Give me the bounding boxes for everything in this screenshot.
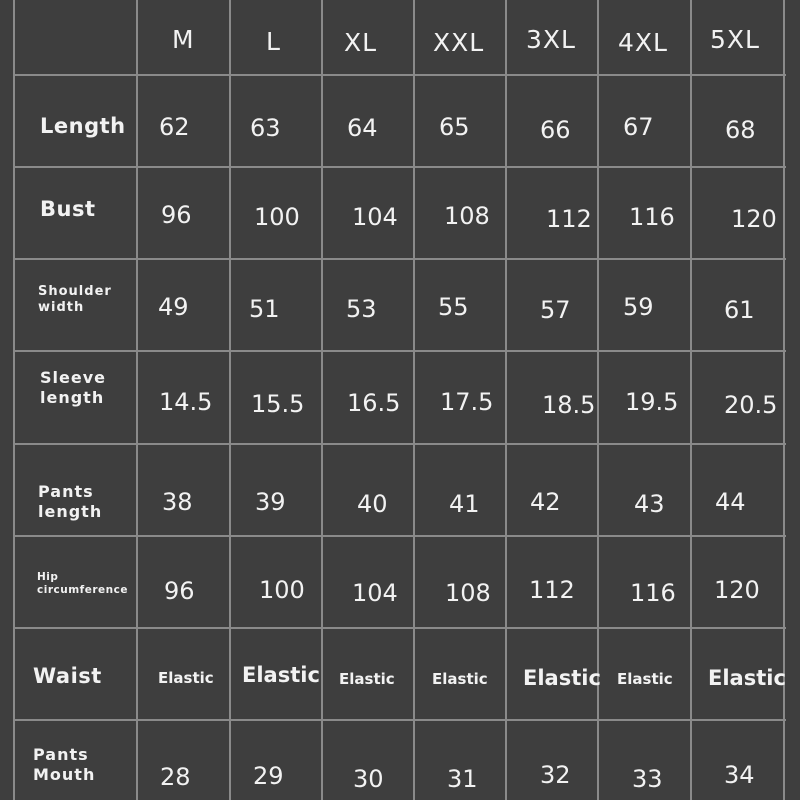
cell-waist-l: Elastic xyxy=(242,663,320,687)
cell-length-3xl: 66 xyxy=(540,116,571,144)
grid-line-horizontal xyxy=(14,258,786,260)
cell-sleeve-l: 15.5 xyxy=(251,390,305,418)
size-header-l: L xyxy=(266,27,281,56)
grid-line-vertical xyxy=(690,0,692,800)
cell-sleeve-xxl: 17.5 xyxy=(440,388,494,416)
cell-waist-4xl: Elastic xyxy=(617,670,673,688)
cell-pants-length-5xl: 44 xyxy=(715,488,746,516)
cell-bust-xxl: 108 xyxy=(444,202,490,230)
grid-line-vertical xyxy=(413,0,415,800)
cell-waist-xxl: Elastic xyxy=(432,670,488,688)
grid-line-vertical xyxy=(13,0,15,800)
cell-bust-l: 100 xyxy=(254,203,300,231)
row-label-length: Length xyxy=(40,114,126,138)
cell-hip-m: 96 xyxy=(164,577,195,605)
cell-waist-5xl: Elastic xyxy=(708,666,786,690)
cell-bust-3xl: 112 xyxy=(546,205,592,233)
cell-shoulder-m: 49 xyxy=(158,293,189,321)
cell-pants-length-4xl: 43 xyxy=(634,490,665,518)
cell-bust-4xl: 116 xyxy=(629,203,675,231)
cell-pants-mouth-l: 29 xyxy=(253,762,284,790)
cell-length-m: 62 xyxy=(159,113,190,141)
cell-hip-4xl: 116 xyxy=(630,579,676,607)
row-label-pants-length: Pants length xyxy=(38,482,103,521)
cell-waist-m: Elastic xyxy=(158,669,214,687)
row-label-hip-circumference: Hip circumference xyxy=(37,571,128,596)
size-header-3xl: 3XL xyxy=(526,25,576,54)
grid-line-vertical xyxy=(321,0,323,800)
cell-shoulder-xl: 53 xyxy=(346,295,377,323)
cell-sleeve-5xl: 20.5 xyxy=(724,391,778,419)
cell-hip-l: 100 xyxy=(259,576,305,604)
cell-pants-mouth-xl: 30 xyxy=(353,765,384,793)
cell-bust-m: 96 xyxy=(161,201,192,229)
size-header-4xl: 4XL xyxy=(618,28,668,57)
cell-sleeve-4xl: 19.5 xyxy=(625,388,679,416)
grid-line-horizontal xyxy=(14,443,786,445)
cell-hip-xl: 104 xyxy=(352,579,398,607)
cell-shoulder-5xl: 61 xyxy=(724,296,755,324)
cell-sleeve-xl: 16.5 xyxy=(347,389,401,417)
cell-pants-length-xl: 40 xyxy=(357,490,388,518)
grid-line-vertical xyxy=(505,0,507,800)
row-label-waist: Waist xyxy=(33,664,102,688)
size-header-5xl: 5XL xyxy=(710,25,760,54)
cell-bust-5xl: 120 xyxy=(731,205,777,233)
cell-pants-mouth-m: 28 xyxy=(160,763,191,791)
grid-line-horizontal xyxy=(14,535,786,537)
cell-bust-xl: 104 xyxy=(352,203,398,231)
size-header-xxl: XXL xyxy=(433,28,485,57)
cell-pants-mouth-5xl: 34 xyxy=(724,761,755,789)
cell-hip-3xl: 112 xyxy=(529,576,575,604)
cell-pants-mouth-xxl: 31 xyxy=(447,765,478,793)
grid-line-horizontal xyxy=(14,166,786,168)
cell-length-4xl: 67 xyxy=(623,113,654,141)
cell-hip-xxl: 108 xyxy=(445,579,491,607)
cell-pants-length-l: 39 xyxy=(255,488,286,516)
cell-hip-5xl: 120 xyxy=(714,576,760,604)
size-header-xl: XL xyxy=(344,28,378,57)
cell-shoulder-l: 51 xyxy=(249,295,280,323)
row-label-bust: Bust xyxy=(40,197,96,221)
cell-shoulder-4xl: 59 xyxy=(623,293,654,321)
cell-length-xxl: 65 xyxy=(439,113,470,141)
grid-line-horizontal xyxy=(14,74,786,76)
cell-length-xl: 64 xyxy=(347,114,378,142)
cell-length-5xl: 68 xyxy=(725,116,756,144)
cell-pants-mouth-3xl: 32 xyxy=(540,761,571,789)
grid-line-vertical xyxy=(136,0,138,800)
cell-waist-3xl: Elastic xyxy=(523,666,601,690)
grid-line-horizontal xyxy=(14,350,786,352)
cell-sleeve-3xl: 18.5 xyxy=(542,391,596,419)
cell-pants-length-xxl: 41 xyxy=(449,490,480,518)
cell-pants-length-3xl: 42 xyxy=(530,488,561,516)
grid-line-horizontal xyxy=(14,719,786,721)
cell-waist-xl: Elastic xyxy=(339,670,395,688)
size-header-m: M xyxy=(172,25,195,54)
cell-shoulder-xxl: 55 xyxy=(438,293,469,321)
row-label-pants-mouth: Pants Mouth xyxy=(33,745,96,784)
grid-line-vertical xyxy=(229,0,231,800)
cell-length-l: 63 xyxy=(250,114,281,142)
cell-sleeve-m: 14.5 xyxy=(159,388,213,416)
grid-line-horizontal xyxy=(14,627,786,629)
row-label-shoulder-width: Shoulder width xyxy=(38,284,112,315)
cell-pants-length-m: 38 xyxy=(162,488,193,516)
row-label-sleeve-length: Sleeve length xyxy=(40,368,106,407)
cell-shoulder-3xl: 57 xyxy=(540,296,571,324)
cell-pants-mouth-4xl: 33 xyxy=(632,765,663,793)
